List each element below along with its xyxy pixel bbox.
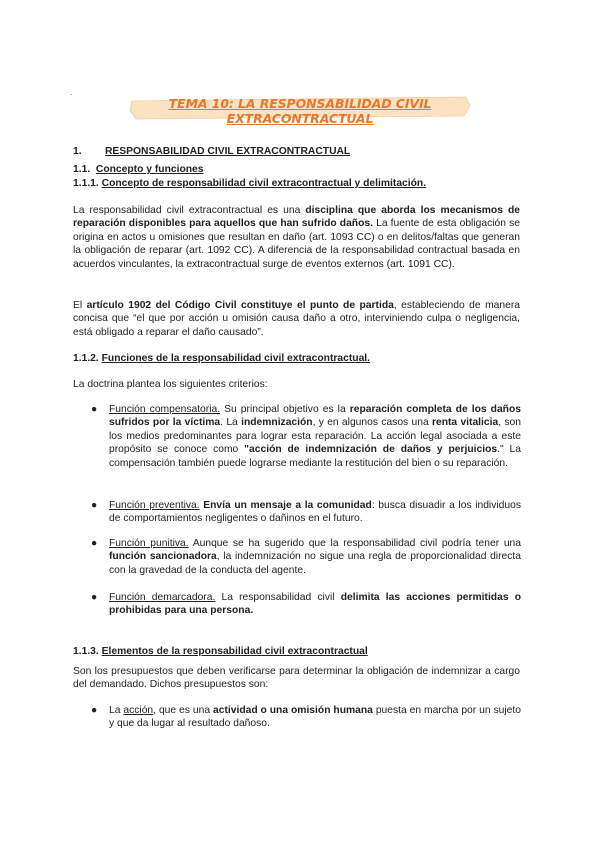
- underlined-run: Función punitiva.: [109, 538, 189, 549]
- subsection-1-1-2-heading: [73, 352, 520, 365]
- list-item: [91, 499, 521, 526]
- subsection-title: Funciones de la responsabilidad civil extracontractual.: [101, 353, 371, 364]
- text-run: El: [73, 300, 87, 311]
- bold-run: disciplina que aborda los mecanismos de reparación disponibles para aquellos que han sufrido daños.: [73, 205, 520, 230]
- subsection-1-1-heading: [73, 163, 520, 176]
- list-item-text: [109, 591, 521, 618]
- subsection-1-1-3-heading: [73, 645, 520, 658]
- text-run: La responsabilidad civil extracontractual es una: [73, 205, 306, 216]
- text-run: Aunque se ha sugerido que la responsabilidad civil podría tener una: [188, 538, 521, 549]
- text-run: , son los medios predominantes para lograr esta reparación. La acción legal asociada a este propósito se conoce como: [109, 417, 521, 456]
- subsection-title: Concepto de responsabilidad civil extracontractual y delimitación.: [101, 178, 427, 189]
- text-run: ." La compensación también puede lograrse mediante la restitución del bien o su reparación.: [109, 444, 522, 469]
- text-run: , estableciendo de manera concisa que “el que por acción u omisión causa daño a otro, interviniendo culpa o negligencia, está obligado a reparar el daño causado”.: [73, 300, 520, 338]
- subsection-number: 1.1.2.: [73, 353, 99, 364]
- bold-run: artículo 1902 del Código Civil constituye el punto de partida: [86, 300, 394, 311]
- list-item-text: [109, 499, 521, 526]
- list-item: [91, 591, 521, 618]
- text-run: puesta en marcha por un sujeto y que da lugar al resultado dañoso.: [109, 705, 521, 730]
- bold-run: delimita las acciones permitidas o prohibidas para una persona.: [109, 592, 521, 617]
- list-item-text: [109, 704, 521, 731]
- text-run: , que es una: [153, 705, 213, 716]
- bold-run: reparación completa de los daños sufridos por la víctima: [109, 404, 521, 429]
- subsection-title: Concepto y funciones: [95, 164, 204, 175]
- bold-run: actividad o una omisión humana: [212, 705, 373, 716]
- bold-run: Envía un mensaje a la comunidad: [199, 500, 372, 511]
- section-title: RESPONSABILIDAD CIVIL EXTRACONTRACTUAL: [105, 146, 351, 157]
- text-run: : busca disuadir a los individuos de comportamientos negligentes o dañinos en el futuro.: [109, 500, 521, 525]
- underlined-run: acción: [123, 705, 154, 716]
- stray-dot: .: [70, 88, 73, 97]
- subsection-title: Elementos de la responsabilidad civil extracontractual: [101, 646, 368, 657]
- bold-run: renta vitalicia: [431, 417, 499, 429]
- underlined-run: Función demarcadora.: [109, 592, 216, 603]
- bullet-icon: ●: [91, 404, 98, 415]
- bold-run: función sancionadora: [109, 551, 217, 563]
- subsection-number: 1.1.3.: [73, 646, 99, 657]
- section-1-heading: [73, 145, 520, 158]
- paragraph-article-1902: [73, 299, 520, 339]
- page-title: TEMA 10: LA RESPONSABILIDAD CIVIL EXTRACONTRACTUAL: [168, 96, 432, 126]
- bullet-icon: ●: [91, 592, 98, 603]
- bullet-icon: ●: [91, 500, 98, 511]
- list-item: [91, 403, 521, 470]
- text-run: Su principal objetivo es la: [220, 404, 350, 415]
- bullet-icon: ●: [91, 705, 98, 716]
- text-run: , y en algunos casos una: [312, 417, 432, 429]
- text-run: , la indemnización no sigue una regla de proporcionalidad directa con la gravedad de la conducta del agente.: [109, 551, 521, 576]
- paragraph-criteria-intro: La doctrina plantea los siguientes criterios:: [73, 379, 268, 390]
- underlined-run: Función preventiva.: [109, 500, 200, 511]
- bold-run: indemnización: [241, 417, 313, 429]
- text-run: La fuente de esta obligación se origina en actos u omisiones que resultan en daño (art. 1093 CC) o en delitos/faltas que generan la obligación de reparar (art. 1092 CC). A diferencia de la responsabilidad contractual basada en acuerdos vinculantes, la extracontractual surge de eventos externos (art. 1091 CC).: [73, 218, 520, 270]
- text-run: . La: [220, 417, 242, 429]
- section-number: 1.: [73, 146, 82, 157]
- underlined-run: Función compensatoria.: [109, 404, 221, 415]
- list-item: [91, 537, 521, 577]
- list-item-text: [109, 537, 521, 577]
- paragraph-concept: [73, 204, 520, 271]
- subsection-number: 1.1.: [73, 164, 91, 175]
- bullet-icon: ●: [91, 538, 98, 549]
- subsection-1-1-1-heading: [73, 177, 520, 190]
- list-item-text: [109, 403, 521, 470]
- subsection-number: 1.1.1.: [73, 178, 99, 189]
- text-run: La responsabilidad civil: [215, 592, 341, 603]
- bold-run: "acción de indemnización de daños y perjuicios: [244, 444, 498, 456]
- text-run: La: [109, 705, 124, 716]
- paragraph-elements-intro: Son los presupuestos que deben verificarse para determinar la obligación de indemnizar a cargo del demandado. Dichos presupuestos son:: [73, 666, 520, 691]
- title-banner: [128, 92, 472, 126]
- list-item: [91, 704, 521, 731]
